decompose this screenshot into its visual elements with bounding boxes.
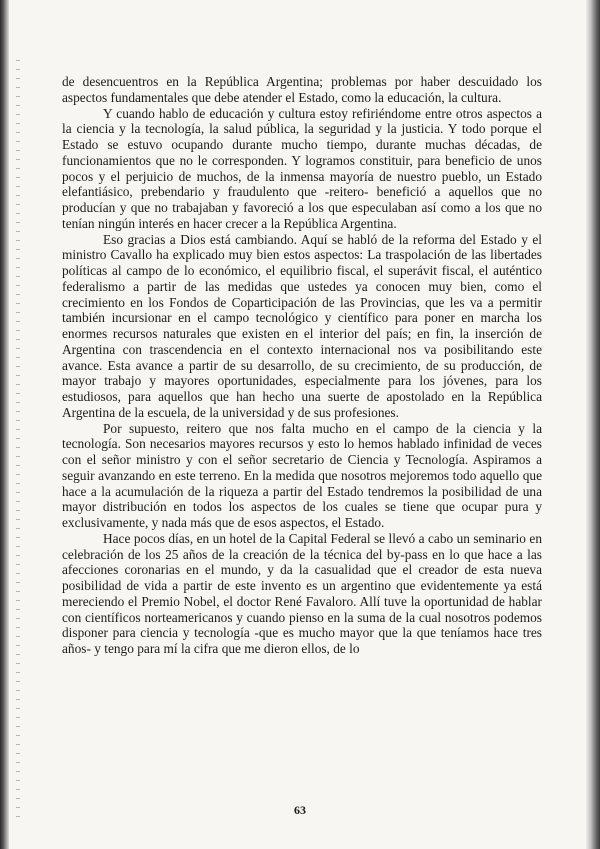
scan-shadow-right: [586, 0, 600, 849]
paragraph: Por supuesto, reitero que nos falta mucho en el campo de la ciencia y la tecnología. Son necesarios mayores recursos y esto lo hemos hablado infinidad de veces con el señor ministro y con el señor secretario de Ciencia y Tecnología. Aspiramos a seguir avanzando en este terreno. En la medida que nosotros mejoremos todo aquello que hace a la acumulación de la riqueza a partir del Estado tendremos la posibilidad de una mayor distribución en todos los aspectos de los cuales se tiene que ocupar pura y exclusivamente, y nada más que de esos aspectos, el Estado.: [62, 420, 542, 530]
scan-binding-marks: [16, 60, 20, 820]
scan-shadow-left: [0, 0, 9, 849]
paragraph: Eso gracias a Dios está cambiando. Aquí se habló de la reforma del Estado y el ministro Cavallo ha explicado muy bien estos aspectos: La traspolación de las libertades políticas al campo de lo económico, el equilibrio fiscal, el superávit fiscal, el auténtico federalismo a partir de las medidas que ustedes ya conocen muy bien, como el crecimiento en los Fondos de Coparticipación de las Provincias, que les va a permitir también incursionar en el campo tecnológico y científico para poner en marcha los enormes recursos naturales que existen en el interior del país; en fin, la inserción de Argentina con trascendencia en el contexto internacional nos va posibilitando este avance. Esta avance a partir de su desarrollo, de su crecimiento, de su producción, de mayor trabajo y mayores oportunidades, especialmente para los jóvenes, para los estudiosos, para aquellos que han hecho una suerte de apostolado en la República Argentina de la escuela, de la universidad y de sus profesiones.: [62, 231, 542, 420]
page-body: [62, 74, 542, 657]
paragraph: Hace pocos días, en un hotel de la Capital Federal se llevó a cabo un seminario en celebración de los 25 años de la creación de la técnica del by-pass en lo que hace a las afecciones coronarias en el mundo, y da la casualidad que el creador de esta nueva posibilidad de vida a partir de este invento es un argentino que evidentemente ya está mereciendo el Premio Nobel, el doctor René Favaloro. Allí tuve la oportunidad de hablar con científicos norteamericanos y cuando pienso en la suma de la cual nosotros podemos disponer para ciencia y tecnología -que es mucho mayor que la que teníamos hace tres años- y tengo para mí la cifra que me dieron ellos, de lo: [62, 530, 542, 656]
paragraph-continuation: de desencuentros en la República Argentina; problemas por haber descuidado los aspectos fundamentales que debe atender el Estado, como la educación, la cultura.: [62, 74, 542, 105]
page-number: 63: [294, 803, 306, 817]
paragraph: Y cuando hablo de educación y cultura estoy refiriéndome entre otros aspectos a la ciencia y la tecnología, la salud pública, la seguridad y la justicia. Y todo porque el Estado se estuvo ocupando durante mucho tiempo, durante muchas décadas, de funcionamientos que no le corresponden. Y logramos constituir, para beneficio de unos pocos y el perjuicio de muchos, de la inmensa mayoría de nuestro pueblo, un Estado elefantiásico, prebendario y fraudulento que -reitero- benefició a aquellos que no producían y que no trabajaban y favoreció a los que especulaban así como a los que no tenían ningún interés en hacer crecer a la República Argentina.: [62, 105, 542, 231]
